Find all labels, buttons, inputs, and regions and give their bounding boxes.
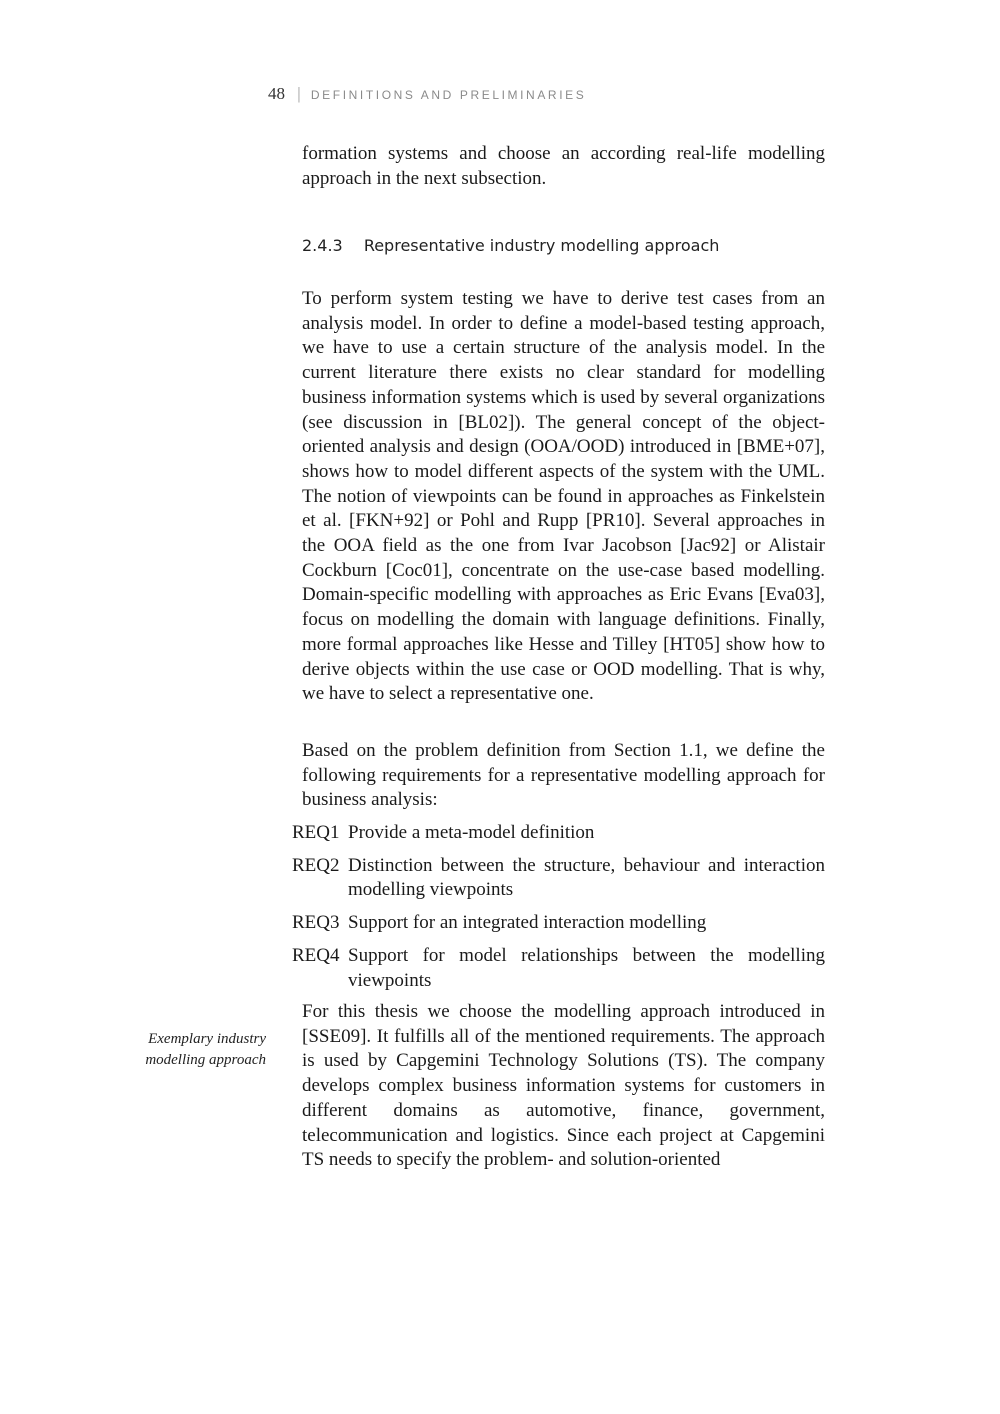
- requirement-text: Support for model relationships between the modelling viewpoints: [348, 944, 825, 991]
- requirement-item: [292, 911, 825, 936]
- paragraph-literature-review: To perform system testing we have to derive test cases from an analysis model. In order to define a model-based testing approach, we have to use a certain structure of the analysis model. In the current literature there exists no clear standard for modelling business information systems which is used by several organizations (see discussion in [BL02]). The general concept of the object-oriented analysis and design (OOA/OOD) introduced in [BME+07], shows how to model different aspects of the system with the UML. The notion of viewpoints can be found in approaches as Finkelstein et al. [FKN+92] or Pohl and Rupp [PR10]. Several approaches in the OOA field as the one from Ivar Jacobson [Jac92] or Alistair Cockburn [Coc01], concentrate on the use-case based modelling. Domain-specific modelling with approaches as Eric Evans [Eva03], focus on modelling the domain with language definitions. Finally, more formal approaches like Hesse and Tilley [HT05] show how to derive objects within the use case or OOD modelling. That is why, we have to select a representative one.: [302, 288, 825, 705]
- requirement-label: REQ2: [292, 854, 340, 876]
- page-number: 48: [268, 84, 285, 103]
- paragraph-continuation: formation systems and choose an according real-life modelling approach in the next subsection.: [302, 143, 825, 189]
- section-number: 2.4.3: [302, 236, 343, 255]
- section-heading: [302, 236, 842, 255]
- requirements-list: [292, 821, 825, 1001]
- requirement-item: [292, 854, 825, 903]
- header-separator: |: [297, 84, 301, 103]
- page-header: [268, 84, 586, 104]
- requirement-text: Distinction between the structure, behaviour and interaction modelling viewpoints: [348, 854, 825, 901]
- requirement-text: Support for an integrated interaction modelling: [348, 912, 707, 934]
- paragraph-chosen-approach: For this thesis we choose the modelling approach introduced in [SSE09]. It fulfills all of the mentioned requirements. The approach is used by Capgemini Technology Solutions (TS). The company develops complex business information systems for customers in different domains as automotive, finance, government, telecommunication and logistics. Since each project at Capgemini TS needs to specify the problem- and solution-oriented: [302, 1001, 825, 1171]
- paragraph-requirements-intro: Based on the problem definition from Section 1.1, we define the following requirements for a representative modelling approach for business analysis:: [302, 740, 825, 811]
- requirement-label: REQ1: [292, 822, 340, 843]
- requirement-item: [292, 821, 825, 846]
- requirement-text: Provide a meta-model definition: [348, 822, 595, 843]
- requirement-item: [292, 944, 825, 993]
- margin-note: Exemplary industry modelling approach: [145, 1031, 266, 1068]
- section-title: Representative industry modelling approach: [363, 236, 720, 255]
- requirement-label: REQ4: [292, 944, 340, 966]
- requirement-label: REQ3: [292, 912, 340, 934]
- running-title: DEFINITIONS AND PRELIMINARIES: [310, 88, 587, 102]
